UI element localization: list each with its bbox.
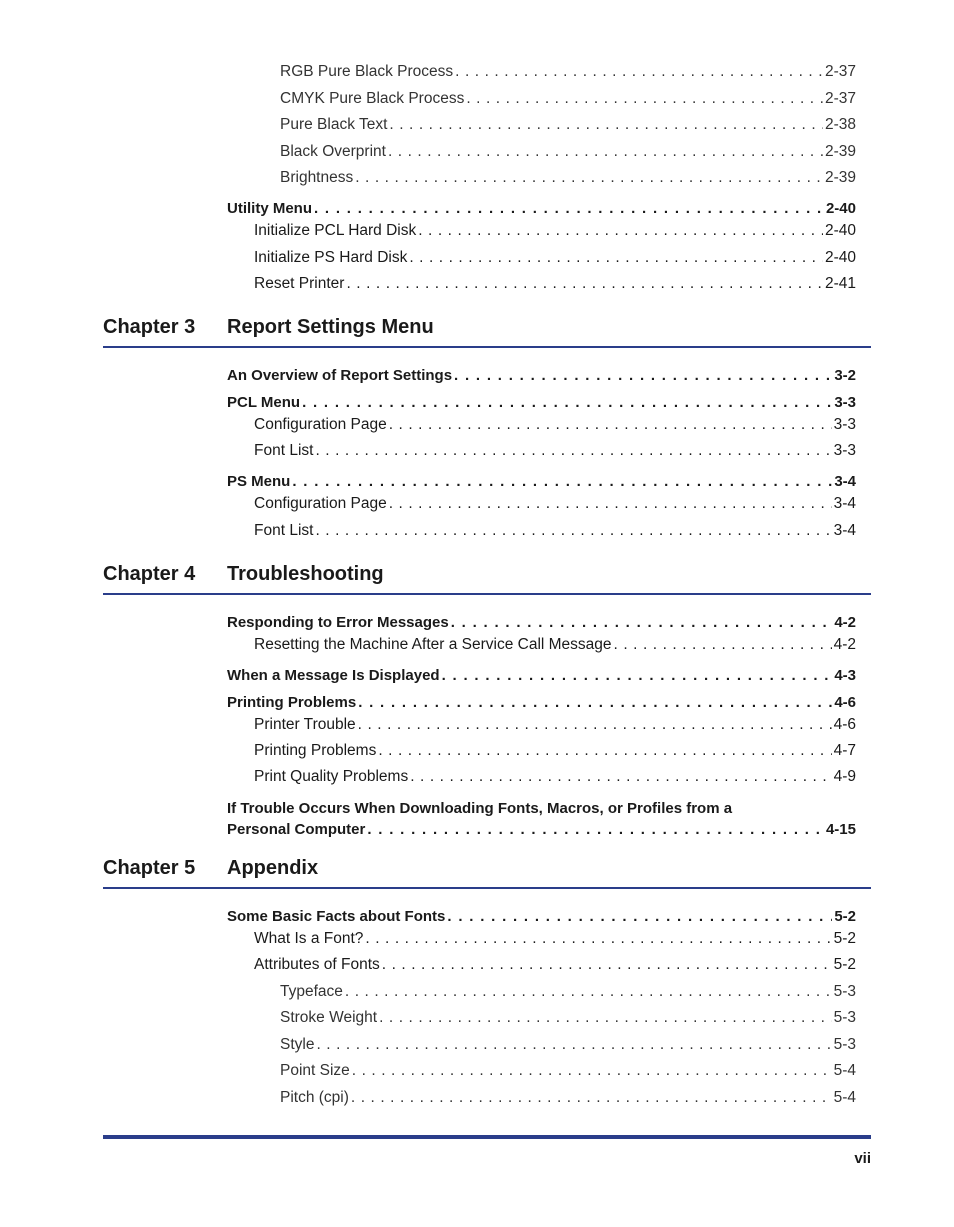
toc-entry[interactable] [280,90,856,108]
toc-entry-page: 2-37 [824,90,856,107]
toc-entry-page: 3-2 [834,367,856,384]
toc-entry-label-line1: If Trouble Occurs When Downloading Fonts, Macros, or Profiles from a [227,800,733,817]
dot-leader [382,956,832,974]
toc-entry-page: 2-40 [825,200,856,217]
toc-entry[interactable] [280,1036,856,1054]
dot-leader [367,821,824,838]
toc-entry-page: 3-4 [834,473,856,490]
dot-leader [388,143,823,161]
toc-entry[interactable] [254,495,856,513]
dot-leader [352,1062,832,1080]
toc-entry-label: Configuration Page [254,495,387,512]
toc-entry[interactable] [254,930,856,948]
toc-entry-label: Font List [254,522,314,539]
toc-entry-label: Stroke Weight [280,1009,378,1026]
dot-leader [365,930,831,948]
toc-entry-label: PCL Menu [227,394,301,411]
dot-leader [346,275,823,293]
toc-entry[interactable] [280,1089,856,1107]
toc-entry[interactable] [227,908,856,925]
toc-entry-label: Brightness [280,169,354,186]
toc-entry-label: Pitch (cpi) [280,1089,349,1106]
chapter-title[interactable]: Report Settings Menu [227,316,434,338]
toc-entry-label: Pure Black Text [280,116,388,133]
toc-entry[interactable] [254,249,856,267]
dot-leader [389,495,832,513]
dot-leader [378,742,831,760]
toc-entry[interactable] [254,442,856,460]
page-number: vii [854,1150,871,1167]
toc-entry-label-line2: Personal Computer [227,821,366,838]
toc-entry[interactable] [254,956,856,974]
toc-entry-page: 2-37 [824,63,856,80]
toc-entry-label: CMYK Pure Black Process [280,90,465,107]
dot-leader [409,249,823,267]
chapter-heading [103,561,871,595]
toc-entry-page: 4-6 [833,716,856,733]
toc-entry-page: 5-2 [834,908,856,925]
toc-entry-page: 4-15 [825,821,856,838]
dot-leader [451,614,833,631]
toc-entry-page: 2-40 [824,222,856,239]
toc-entry-label: Font List [254,442,314,459]
dot-leader [442,667,833,684]
chapter-heading [103,855,871,889]
dot-leader [389,416,832,434]
toc-entry-page: 4-2 [834,614,856,631]
toc-entry[interactable] [280,169,856,187]
toc-entry-label: Black Overprint [280,143,386,160]
toc-entry-label: Configuration Page [254,416,387,433]
dot-leader [454,367,832,384]
toc-entry-page: 5-2 [833,956,856,973]
toc-entry[interactable] [280,63,856,81]
toc-entry-label: Attributes of Fonts [254,956,380,973]
toc-entry[interactable] [227,200,856,217]
dot-leader [379,1009,832,1027]
toc-entry-page: 3-4 [833,495,856,512]
chapter-number: Chapter 5 [103,857,196,879]
dot-leader [418,222,823,240]
toc-entry[interactable] [254,416,856,434]
toc-entry[interactable] [254,522,856,540]
dot-leader [447,908,832,925]
toc-entry[interactable] [254,275,856,293]
toc-entry-page: 5-3 [833,1036,856,1053]
chapter-number: Chapter 3 [103,316,196,338]
toc-entry-label: When a Message Is Displayed [227,667,440,684]
toc-entry[interactable] [254,716,856,734]
toc-entry[interactable] [280,983,856,1001]
dot-leader [315,522,831,540]
dot-leader [316,1036,831,1054]
toc-entry-label: An Overview of Report Settings [227,367,453,384]
toc-entry[interactable] [280,1062,856,1080]
dot-leader [410,768,831,786]
toc-entry-label: Printing Problems [254,742,377,759]
chapter-heading [103,314,871,348]
toc-entry[interactable] [227,394,856,411]
toc-entry[interactable] [227,473,856,490]
toc-entry-page: 2-40 [824,249,856,266]
toc-entry-page: 4-7 [833,742,856,759]
toc-entry-page: 3-3 [834,394,856,411]
toc-entry-label: Printing Problems [227,694,357,711]
toc-entry-label: Responding to Error Messages [227,614,449,631]
toc-entry-label: Initialize PCL Hard Disk [254,222,417,239]
toc-entry[interactable] [254,768,856,786]
toc-entry[interactable] [254,222,856,240]
toc-entry-label: Some Basic Facts about Fonts [227,908,446,925]
toc-entry[interactable] [280,116,856,134]
toc-entry[interactable] [227,667,856,684]
dot-leader [466,90,823,108]
toc-entry-page: 2-41 [824,275,856,292]
toc-entry[interactable] [254,636,856,654]
chapter-title[interactable]: Troubleshooting [227,563,384,585]
toc-entry-label: Initialize PS Hard Disk [254,249,408,266]
toc-entry-page: 2-39 [824,143,856,160]
toc-entry-label: Reset Printer [254,275,345,292]
toc-entry-label: Utility Menu [227,200,312,217]
toc-entry-page: 5-4 [833,1089,856,1106]
toc-entry-label: Print Quality Problems [254,768,409,785]
dot-leader [314,200,824,217]
footer-rule [103,1135,871,1139]
toc-entry-page: 3-3 [833,442,856,459]
toc-entry-label: What Is a Font? [254,930,364,947]
toc-entry-label: RGB Pure Black Process [280,63,454,80]
chapter-title[interactable]: Appendix [227,857,319,879]
toc-entry-label: Style [280,1036,315,1053]
toc-entry-page: 3-4 [833,522,856,539]
toc-entry[interactable] [227,367,856,384]
dot-leader [358,716,832,734]
chapter-number: Chapter 4 [103,563,196,585]
toc-entry[interactable] [280,143,856,161]
dot-leader [614,636,832,654]
toc-entry-page: 3-3 [833,416,856,433]
toc-entry-label: PS Menu [227,473,291,490]
toc-entry-page: 4-9 [833,768,856,785]
toc-entry-page: 4-2 [833,636,856,653]
dot-leader [355,169,823,187]
dot-leader [389,116,823,134]
dot-leader [315,442,831,460]
dot-leader [358,694,832,711]
toc-entry[interactable] [254,742,856,760]
toc-entry-label: Point Size [280,1062,350,1079]
toc-entry-page: 2-38 [824,116,856,133]
toc-entry-page: 4-6 [834,694,856,711]
toc-entry-page: 5-3 [833,1009,856,1026]
toc-entry-label: Resetting the Machine After a Service Call Message [254,636,612,653]
toc-entry-label: Printer Trouble [254,716,356,733]
toc-entry-page: 2-39 [824,169,856,186]
toc-entry-label: Typeface [280,983,343,1000]
toc-entry-page: 5-3 [833,983,856,1000]
toc-entry-page: 4-3 [834,667,856,684]
toc-entry[interactable] [227,614,856,631]
toc-entry[interactable] [280,1009,856,1027]
toc-entry[interactable] [227,694,856,711]
dot-leader [351,1089,832,1107]
dot-leader [455,63,823,81]
toc-entry-page: 5-4 [833,1062,856,1079]
dot-leader [302,394,832,411]
dot-leader [292,473,832,490]
dot-leader [345,983,832,1001]
toc-entry-page: 5-2 [833,930,856,947]
